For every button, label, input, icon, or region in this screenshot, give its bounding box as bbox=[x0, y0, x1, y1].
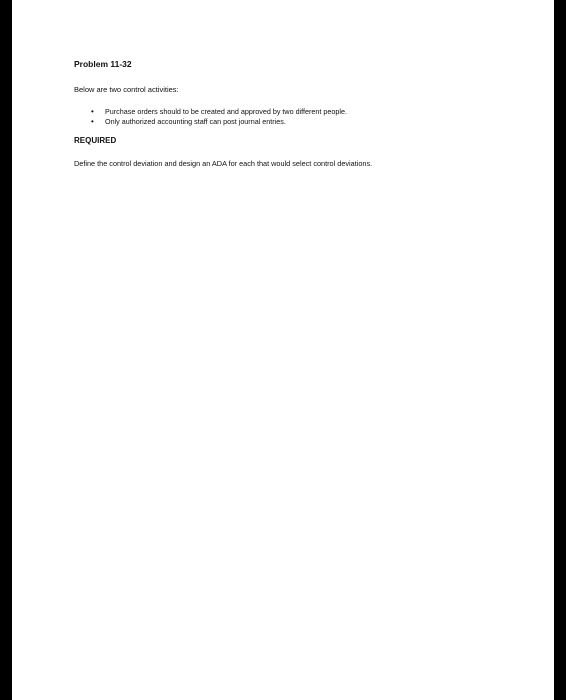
bullet-icon: • bbox=[91, 107, 94, 116]
list-item-text: Only authorized accounting staff can post journal entries. bbox=[105, 116, 286, 126]
list-item-text: Purchase orders should to be created and approved by two different people. bbox=[105, 107, 348, 116]
list-item bbox=[91, 107, 534, 117]
list-item bbox=[91, 117, 534, 127]
document-content bbox=[74, 58, 534, 169]
document-page bbox=[12, 0, 554, 700]
control-activities-list bbox=[74, 107, 534, 126]
instruction-text: Define the control deviation and design an ADA for each that would select control deviations. bbox=[74, 159, 373, 168]
required-heading: REQUIRED bbox=[74, 136, 117, 145]
intro-text: Below are two control activities: bbox=[74, 85, 179, 94]
bullet-icon: • bbox=[91, 116, 94, 126]
problem-title: Problem 11-32 bbox=[74, 59, 132, 69]
